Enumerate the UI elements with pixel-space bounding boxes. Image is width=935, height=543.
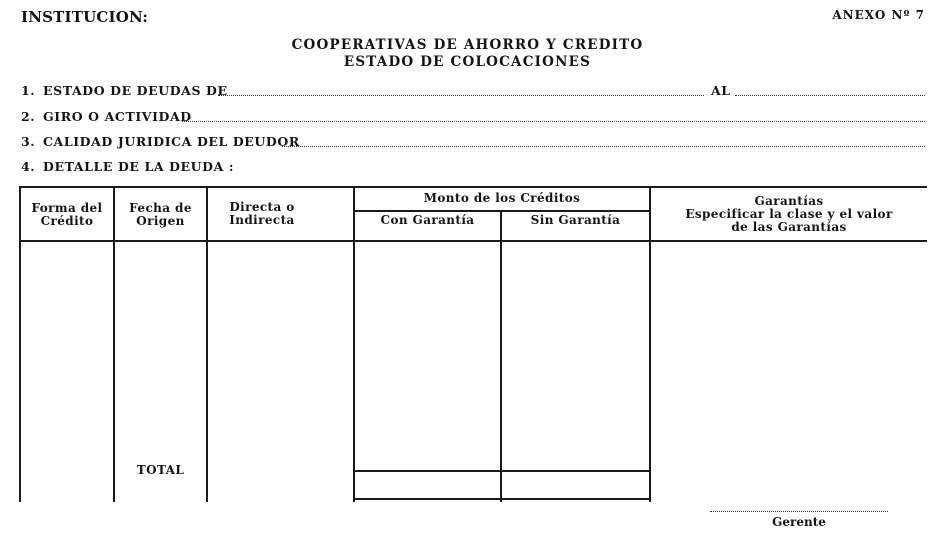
col-header-garantias-detail: Especificar la clase y el valor de las Garantías xyxy=(685,207,893,234)
annex-label: ANEXO Nº 7 xyxy=(832,8,925,22)
col-header-forma-credito: Forma del Crédito xyxy=(31,201,103,228)
table-left-border xyxy=(19,186,21,502)
gerente-signature-line[interactable] xyxy=(710,511,888,512)
col-group-monto-creditos: Monto de los Créditos xyxy=(423,191,581,205)
estado-deudas-input-line[interactable] xyxy=(218,95,704,96)
field-label: ESTADO DE DEUDAS DE xyxy=(43,83,228,98)
al-input-line[interactable] xyxy=(735,95,925,96)
field-al-label xyxy=(711,83,731,98)
col-header-directa-indirecta: Directa o Indirecta xyxy=(229,200,295,227)
form-title: COOPERATIVAS DE AHORRO Y CREDITO xyxy=(291,37,644,53)
field-label: DETALLE DE LA DEUDA : xyxy=(43,159,235,174)
col-divider-3 xyxy=(353,186,355,502)
field-giro-actividad xyxy=(21,109,192,124)
field-estado-deudas xyxy=(21,83,228,98)
table-header-rule xyxy=(19,240,927,242)
col-header-fecha-origen: Fecha de Origen xyxy=(129,201,192,228)
field-detalle-deuda xyxy=(21,159,234,174)
field-number: 3. xyxy=(21,134,36,149)
col-divider-4 xyxy=(500,210,502,502)
field-label-al: AL xyxy=(711,83,731,98)
col-header-sin-garantia: Sin Garantía xyxy=(530,213,621,227)
form-subtitle: ESTADO DE COLOCACIONES xyxy=(343,54,592,70)
col-divider-1 xyxy=(113,186,115,502)
table-top-rule xyxy=(19,186,927,188)
field-number: 1. xyxy=(21,83,36,98)
institution-label: INSTITUCION: xyxy=(21,8,149,26)
col-header-con-garantia: Con Garantía xyxy=(380,213,475,227)
field-number: 2. xyxy=(21,109,36,124)
field-calidad-juridica xyxy=(21,134,300,149)
calidad-input-line[interactable] xyxy=(282,146,925,147)
col-divider-5 xyxy=(649,186,651,502)
giro-input-line[interactable] xyxy=(182,121,925,122)
gerente-label: Gerente xyxy=(772,515,826,529)
field-label: GIRO O ACTIVIDAD xyxy=(43,109,192,124)
total-top-rule xyxy=(353,470,650,472)
field-label: CALIDAD JURIDICA DEL DEUDOR xyxy=(43,134,300,149)
col-header-garantias: Garantías xyxy=(754,194,824,208)
field-number: 4. xyxy=(21,159,36,174)
monto-subheader-rule xyxy=(353,210,650,212)
col-divider-2 xyxy=(206,186,208,502)
total-label: TOTAL xyxy=(136,463,185,477)
total-bottom-rule xyxy=(353,498,650,500)
